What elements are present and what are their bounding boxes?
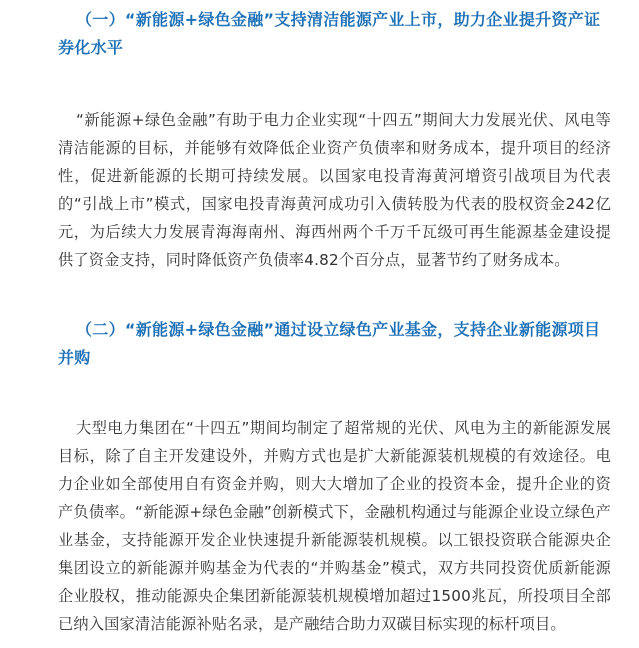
section-paragraph-1: “新能源+绿色金融”有助于电力企业实现“十四五”期间大力发展光伏、风电等清洁能源的目标，并能够有效降低企业资产负债率和财务成本，提升项目的经济性，促进新能源的长期可持续发展。以国家电投青海黄河增资引战项目为代表的“引战上市”模式，国家电投青海黄河成功引入债转股为代表的股权资金242亿元，为后续大力发展青海海南州、海西州两个千万千瓦级可再生能源基金建设提供了资金支持，同时降低资产负债率4.82个百分点，显著节约了财务成本。	[58, 111, 611, 269]
section-heading-1: （一）“新能源+绿色金融”支持清洁能源产业上市，助力企业提升资产证券化水平	[58, 10, 601, 57]
spacer	[58, 62, 611, 106]
spacer	[58, 372, 611, 414]
section-paragraph-2: 大型电力集团在“十四五”期间均制定了超常规的光伏、风电为主的新能源发展目标，除了自主开发建设外，并购方式也是扩大新能源装机规模的有效途径。电力企业如全部使用自有资金并购，则大大增加了企业的投资本金，提升企业的资产负债率。“新能源+绿色金融”创新模式下，金融机构通过与能源企业设立绿色产业基金，支持能源开发企业快速提升新能源装机规模。以工银投资联合能源央企集团设立的新能源并购基金为代表的“并购基金”模式，双方共同投资优质新能源企业股权，推动能源央企集团新能源装机规模增加超过1500兆瓦，所投项目全部已纳入国家清洁能源补贴名录，是产融结合助力双碳目标实现的标杆项目。	[58, 419, 611, 633]
spacer	[58, 274, 611, 316]
section-heading-2: （二）“新能源+绿色金融”通过设立绿色产业基金，支持企业新能源项目并购	[58, 320, 601, 367]
